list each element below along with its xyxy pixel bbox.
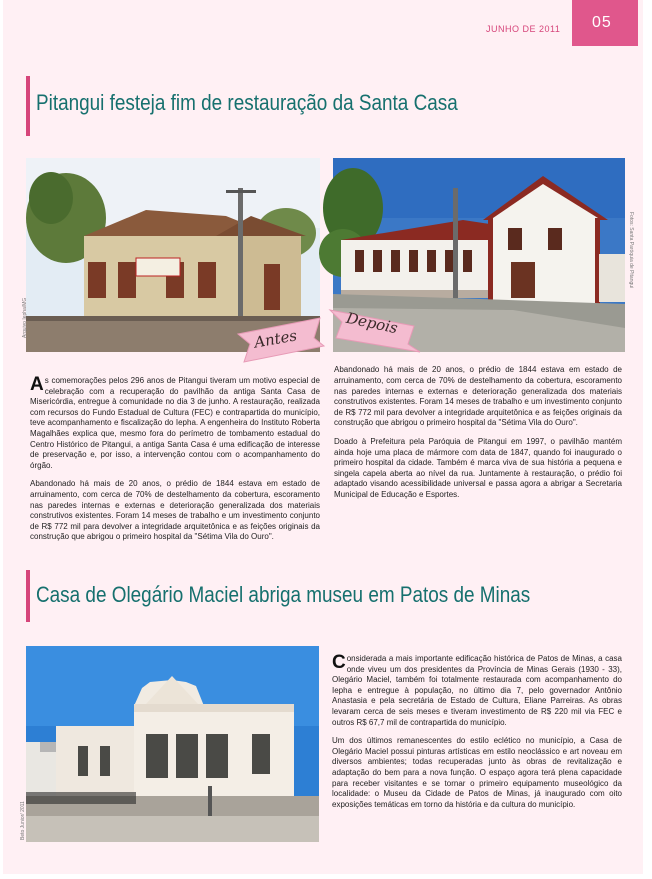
article2-title-accent [26, 570, 30, 622]
article1-paragraph2: Abandonado há mais de 20 anos, o prédio de 1844 estava em estado de arruinamento, com cerca de 70% de destelhamento da cobertura, escoramento nas paredes internas e externas e deterioração generalizada dos materiais construtivos existentes. Foram 14 meses de trabalho e um investimento conjunto de R$ 772 mil para devolver a integridade arquitetônica e as feições originais da construção que abrigou o primeiro hospital da "Sétima Vila do Ouro". [30, 479, 320, 542]
article2-title: Casa de Olegário Maciel abriga museu em Patos de Minas [36, 582, 531, 607]
article2-column [332, 654, 622, 850]
photo-credit-right: Fotos: Santa Paróquia de Pitangui [628, 212, 634, 289]
issue-date: JUNHO DE 2011 [486, 24, 561, 34]
article2-dropcap: C [332, 652, 346, 673]
ribbon-before-label: Antes [252, 326, 299, 352]
photo-credit-olegario: Beto Junior/ 2011 [20, 801, 26, 840]
article1-column-right [334, 365, 622, 538]
page-edge-right [643, 0, 652, 879]
article1-title-accent [26, 76, 30, 136]
photo-credit-left: Arquivo Iepha/MG [22, 297, 28, 338]
ribbon-after-label: Depois [344, 308, 400, 338]
article1-column-left [30, 374, 320, 542]
page-edge-bottom [0, 874, 652, 879]
article1-dropcap: A [30, 374, 44, 395]
article1-paragraph3: Doado à Prefeitura pela Paróquia de Pitangui em 1997, o pavilhão mantém ainda hoje uma placa de mármore com data de 1847, quando foi inaugurado o primeiro hospital da cidade. Também é marca viva de sua história a pequena e singela capela aberta ao nível da rua. Juntamente à restauração, o prédio foi adaptado visando acessibilidade universal e passa agora a abrigar a Secretaria Municipal de Educação e Esportes. [334, 436, 622, 499]
article2-paragraph1: Considerada a mais importante edificação histórica de Patos de Minas, a casa onde viveu um dos presidentes da Província de Minas Gerais (1930 - 33), Olegário Maciel, também foi totalmente restaurada com acompanhamento do Iepha e entregue à população, no último dia 7, pelo governador Antônio Anastasia e pela secretária de Estado de Cultura, Eliane Parreiras. As obras levaram cerca de seis meses e tiveram investimento de R$ 220 mil via FEC e outros R$ 67,7 mil de contrapartida do município. [332, 652, 622, 727]
article2-paragraph2: Um dos últimos remanescentes do estilo eclético no município, a Casa de Olegário Maciel possui pinturas artísticas em estilo neoclássico e art noveau em diversos ambientes; todas recuperadas junto às obras de revitalização e adaptação do bem para a nova função. O espaço agora terá plena capacidade para receber visitantes e se tornar o primeiro equipamento museológico da localidade: o Museu da Cidade de Patos de Minas, já inaugurado com oito exposições temáticas em torno da história e da cultura do município. [332, 736, 622, 809]
page-number: 05 [592, 14, 612, 31]
article1-paragraph2-cont: Abandonado há mais de 20 anos, o prédio de 1844 estava em estado de arruinamento, com cerca de 70% de destelhamento da cobertura, escoramento nas paredes internas e externas e deterioração generalizada dos materiais construtivos existentes. Foram 14 meses de trabalho e um investimento conjunto de R$ 772 mil para devolver a integridade arquitetônica e as feições originais da construção que abrigou o primeiro hospital da "Sétima Vila do Ouro". [334, 365, 622, 428]
article1-paragraph1: As comemorações pelos 296 anos de Pitangui tiveram um motivo especial de celebração com a recuperação do pavilhão da antiga Santa Casa de Misericórdia, entregue à comunidade no dia 3 de junho. A restauração, realizada com recursos do Fundo Estadual de Cultura (FEC) e contrapartida do município, teve acompanhamento e fiscalização do Iepha. A engenheira do Instituto Roberta Magalhães explica que, mesmo fora do perímetro de tombamento estadual do Centro Histórico de Pitangui, a antiga Santa Casa é uma edificação de interesse de preservação e, por isso, a intervenção contou com o acompanhamento do órgão. [30, 374, 320, 470]
photo-olegario-house [26, 646, 319, 842]
article1-title: Pitangui festeja fim de restauração da Santa Casa [36, 90, 458, 115]
